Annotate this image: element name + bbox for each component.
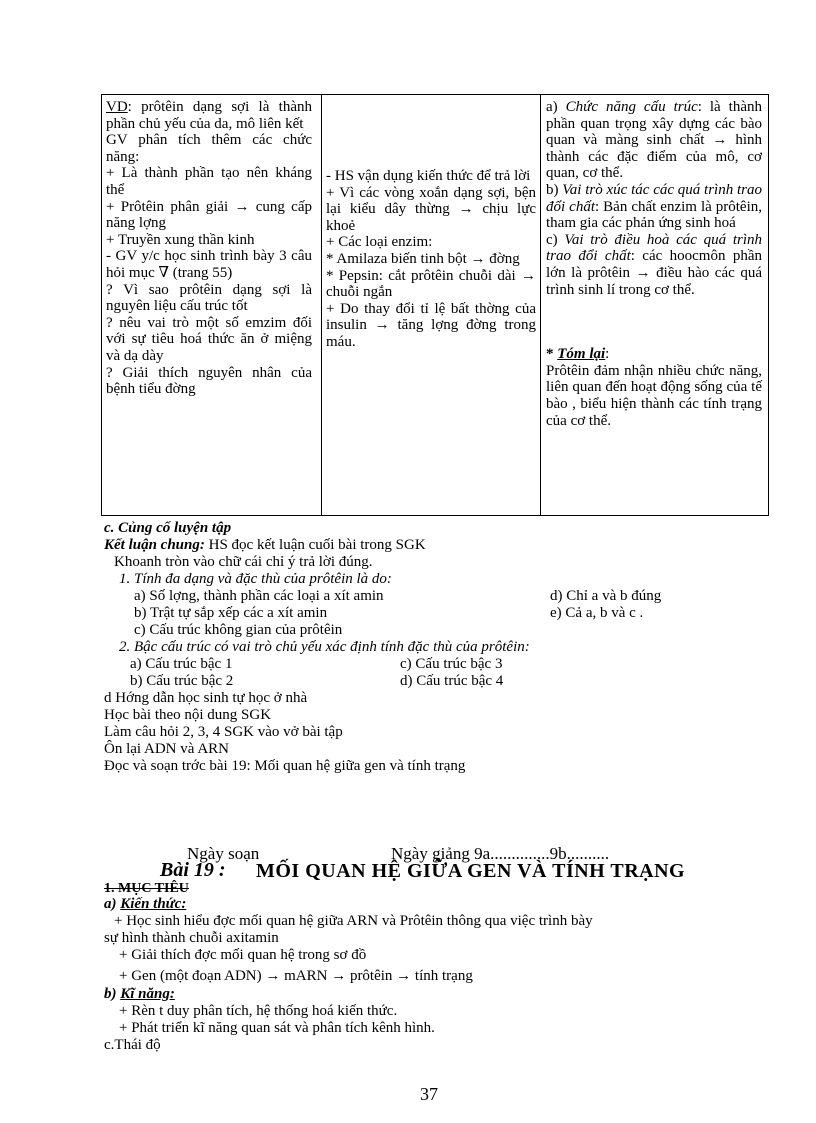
col1-line: + Truyền xung thần kinh <box>106 231 255 248</box>
q1-option-c: c) Cấu trúc không gian của prôtêin <box>134 622 343 638</box>
content-column <box>546 99 762 429</box>
homework-line: Học bài theo nội dung SGK <box>104 707 272 723</box>
objectives-heading: 1. MỤC TIÊU <box>104 881 189 896</box>
teacher-activity-column <box>106 99 312 398</box>
attitude-heading: c.Thái độ <box>104 1037 161 1053</box>
knowledge-heading: a) Kiến thức: <box>104 896 187 912</box>
lesson-title: MỐI QUAN HỆ GIỮA GEN VÀ TÍNH TRẠNG <box>256 860 686 882</box>
knowledge-item: + Học sinh hiểu đợc mối quan hệ giữa ARN và Prôtêin thông qua việc trình bày <box>114 913 593 929</box>
homework-line: Đọc và soạn trớc bài 19: Mối quan hệ giữa gen và tính trạng <box>104 758 466 774</box>
q2-option-b: b) Cấu trúc bậc 2 <box>130 673 234 689</box>
lesson-table <box>101 94 769 516</box>
col1-line: ? Vì sao prôtêin dạng sợi là nguyên liệu cấu trúc tốt <box>106 281 312 315</box>
student-activity-column <box>326 168 536 351</box>
col2-line: * Pepsin: cắt prôtêin chuỗi dài → chuỗi ngắn <box>326 267 536 301</box>
skills-item: + Phát triển kĩ năng quan sát và phân tích kênh hình. <box>119 1020 435 1036</box>
question-1: 1. Tính đa dạng và đặc thù của prôtêin là do: <box>119 571 392 587</box>
table-divider-2 <box>540 95 541 515</box>
col1-line: - GV y/c học sinh trình bày 3 câu hỏi mục ∇ (trang 55) <box>106 248 312 281</box>
function-catalysis: b) Vai trò xúc tác các quá trình trao đổi chất: Bản chất enzim là prôtêin, tham gia các phản ứng sinh hoá <box>546 181 763 232</box>
col2-line: * Amilaza biến tinh bột → đờng <box>326 250 520 267</box>
col2-line: + Vì các vòng xoắn dạng sợi, bện lại kiểu dây thừng → chịu lực khoẻ <box>326 184 536 234</box>
knowledge-item: + Giải thích đợc mối quan hệ trong sơ đồ <box>119 947 367 963</box>
q2-option-a: a) Cấu trúc bậc 1 <box>130 656 233 672</box>
col1-line: ? nêu vai trò một số emzim đối với sự tiêu hoá thức ăn ở miệng và dạ dày <box>106 314 312 364</box>
section-d-heading: d Hớng dẫn học sinh tự học ở nhà <box>104 690 308 706</box>
q1-option-a: a) Số lợng, thành phần các loại a xít amin <box>134 588 384 604</box>
homework-line: Làm câu hỏi 2, 3, 4 SGK vào vở bài tập <box>104 724 343 740</box>
page-number: 37 <box>420 1084 438 1104</box>
table-divider-1 <box>321 95 322 515</box>
conclusion-line: Kết luận chung: HS đọc kết luận cuối bài trong SGK <box>104 537 426 553</box>
q1-option-e: e) Cả a, b và c . <box>550 605 644 621</box>
function-regulation: c) Vai trò điều hoà các quá trình trao đổi chất: các hoocmôn phần lớn là prôtêin → điều hào các quá trình sinh lí trong cơ thể. <box>546 231 762 298</box>
skills-item: + Rèn t duy phân tích, hệ thống hoá kiến thức. <box>119 1003 398 1019</box>
col2-line: + Do thay đổi tỉ lệ bất thờng của insulin → tăng lợng đờng trong máu. <box>326 300 536 350</box>
col1-line: GV phân tích thêm các chức năng: <box>106 132 312 165</box>
col2-line: + Các loại enzim: <box>326 234 433 251</box>
knowledge-item: + Gen (một đoạn ADN) → mARN → prôtêin → tính trạng <box>119 968 473 984</box>
summary-text: Prôtêin đảm nhận nhiều chức năng, liên quan đến hoạt động sống của tế bào , biểu hiện thành các tính trạng của cơ thể. <box>546 362 762 429</box>
prep-date-label: Ngày soạn <box>187 844 260 863</box>
lesson-number: Bài 19 : <box>160 859 226 881</box>
section-c-heading: c. Củng cố luyện tập <box>104 520 232 536</box>
teach-date-label: Ngày giảng 9a..............9b.......... <box>391 844 610 863</box>
col1-line: ? Giải thích nguyên nhân của bệnh tiểu đờng <box>106 364 312 398</box>
question-2: 2. Bậc cấu trúc có vai trò chủ yếu xác định tính đặc thù của prôtêin: <box>119 639 530 655</box>
knowledge-item-cont: sự hình thành chuỗi axitamin <box>104 930 279 946</box>
q1-option-d: d) Chỉ a và b đúng <box>550 588 662 604</box>
instruction-line: Khoanh tròn vào chữ cái chỉ ý trả lời đúng. <box>114 554 373 570</box>
q1-option-b: b) Trật tự sắp xếp các a xít amin <box>134 605 328 621</box>
skills-heading: b) Kĩ năng: <box>104 986 175 1002</box>
q2-option-d: d) Cấu trúc bậc 4 <box>400 673 504 689</box>
function-structure: a) Chức năng cấu trúc: là thành phần quan trọng xây dựng các bào quan và màng sinh chất → hình thành các đặc điểm của mô, cơ quan, cơ thể. <box>546 99 763 182</box>
col2-line: - HS vận dụng kiến thức để trả lời <box>326 168 531 184</box>
example-text: VD: prôtêin dạng sợi là thành phần chủ yếu của da, mô liên kết <box>106 99 312 132</box>
col1-line: + Prôtêin phân giải → cung cấp năng lợng <box>106 198 312 232</box>
homework-line: Ôn lại ADN và ARN <box>104 741 229 757</box>
q2-option-c: c) Cấu trúc bậc 3 <box>400 656 503 672</box>
col1-line: + Là thành phần tạo nên kháng thể <box>106 165 312 198</box>
summary-heading: * Tóm lại: <box>546 346 610 363</box>
